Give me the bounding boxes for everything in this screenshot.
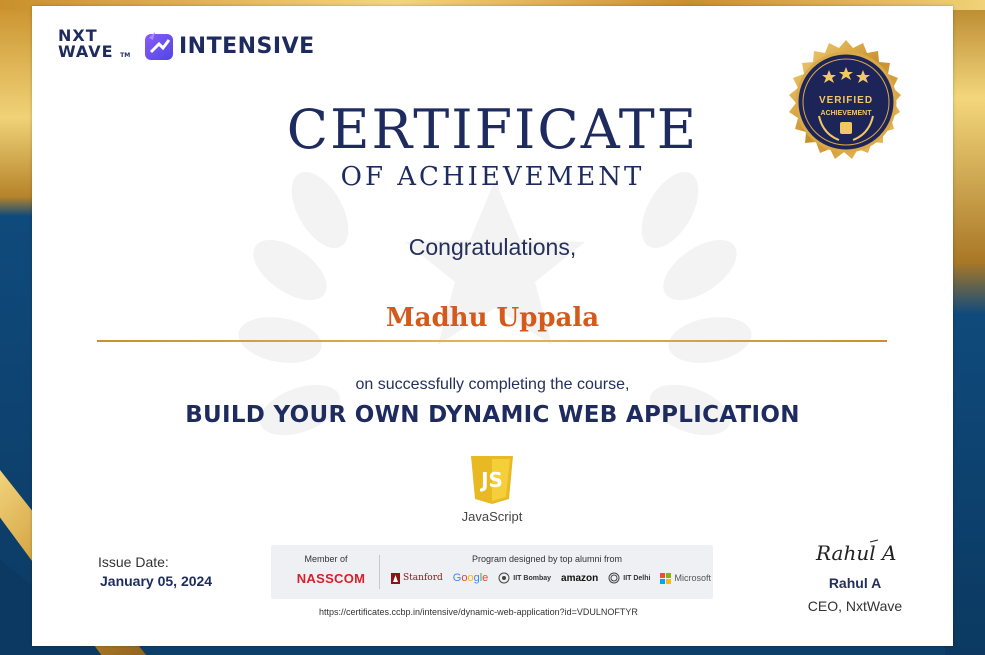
iit-delhi-emblem-icon bbox=[608, 572, 620, 584]
signatory-role: CEO, NxtWave bbox=[807, 598, 903, 614]
iit-delhi-logo bbox=[608, 572, 650, 584]
completion-text: on successfully completing the course, bbox=[355, 376, 630, 393]
seal-line1: VERIFIED bbox=[818, 95, 874, 106]
member-of-label: Member of bbox=[304, 554, 348, 564]
seal-line2: ACHIEVEMENT bbox=[820, 110, 872, 117]
course-name: BUILD YOUR OWN DYNAMIC WEB APPLICATION bbox=[185, 402, 800, 428]
intensive-logo bbox=[143, 30, 315, 62]
google-logo: G o o g l e bbox=[452, 572, 489, 584]
microsoft-logo bbox=[660, 573, 711, 584]
amazon-text: amazon bbox=[561, 572, 599, 584]
nxtwave-logo bbox=[58, 28, 130, 64]
nxtwave-logo-tm: TM bbox=[120, 52, 131, 59]
svg-text:JS: JS bbox=[481, 468, 503, 492]
partners-divider bbox=[379, 555, 380, 589]
signature-image bbox=[812, 536, 902, 570]
nxtwave-logo-line2: WAVE bbox=[58, 42, 114, 61]
congratulations-text: Congratulations, bbox=[408, 234, 577, 260]
intensive-mark-icon bbox=[143, 30, 175, 62]
nxtwave-logo-line1: NXT bbox=[58, 26, 98, 45]
amazon-logo bbox=[561, 573, 598, 584]
nasscom-logo: NASSCOM bbox=[296, 571, 366, 586]
recipient-name: Madhu Uppala bbox=[385, 303, 600, 333]
partners-panel bbox=[271, 545, 713, 599]
iit-bombay-emblem-icon bbox=[498, 572, 510, 584]
signatory-name: Rahul A bbox=[828, 575, 882, 591]
name-underline bbox=[97, 340, 887, 342]
stanford-text: Stanford bbox=[403, 573, 443, 583]
program-designed-label: Program designed by top alumni from bbox=[471, 554, 623, 564]
alumni-logos bbox=[391, 569, 711, 587]
stanford-tree-icon bbox=[391, 573, 400, 584]
javascript-shield-icon bbox=[471, 456, 513, 504]
verification-url[interactable]: https://certificates.ccbp.in/intensive/dynamic-web-application?id=VDULNOFTYR bbox=[319, 607, 638, 617]
issue-date-value: January 05, 2024 bbox=[100, 573, 213, 589]
microsoft-text: Microsoft bbox=[674, 573, 711, 583]
iit-bombay-text: IIT Bombay bbox=[513, 574, 552, 582]
iit-delhi-text: IIT Delhi bbox=[623, 574, 651, 582]
iit-bombay-logo bbox=[498, 572, 551, 584]
certificate-subtitle: OF ACHIEVEMENT bbox=[340, 162, 645, 192]
microsoft-squares-icon bbox=[660, 573, 671, 584]
issue-date-label: Issue Date: bbox=[98, 554, 169, 570]
stanford-logo bbox=[391, 573, 443, 584]
signature-script: Rahul A bbox=[816, 541, 897, 565]
certificate-title: CERTIFICATE bbox=[286, 98, 699, 161]
intensive-logo-text: INTENSIVE bbox=[179, 33, 315, 59]
technology-label: JavaScript bbox=[461, 509, 523, 524]
